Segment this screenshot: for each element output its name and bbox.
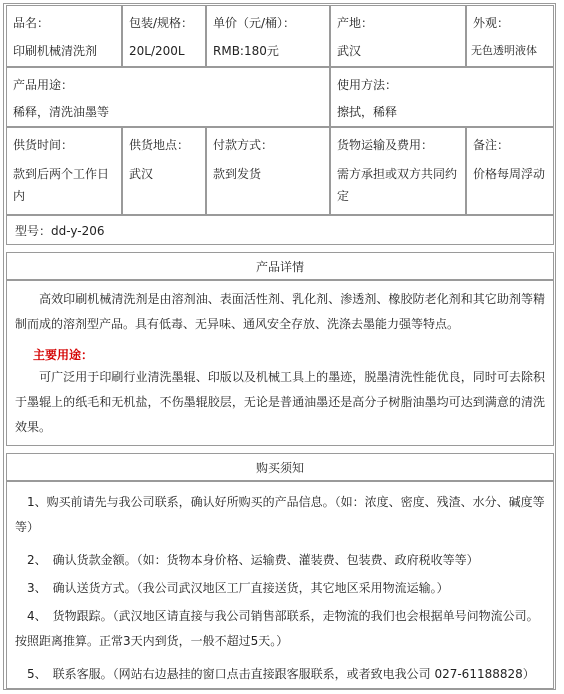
- model-number: 型号：dd-y-206: [15, 224, 105, 238]
- cell-usage-method: [330, 67, 554, 127]
- cell-shipping: [330, 127, 466, 215]
- purchase-item-1: 1、购买前请先与我公司联系，确认好所购买的产品信息。（如：浓度、密度、残渣、水分、碱度等等）: [15, 495, 545, 534]
- details-title: 产品详情: [255, 260, 304, 274]
- purchase-item-2: 2、 确认货款金额。（如：货物本身价格、运输费、灌装费、包装费、政府税收等等）: [15, 553, 479, 567]
- usage-method-value: 擦拭，稀释: [337, 105, 398, 119]
- cell-appearance: [466, 5, 554, 67]
- usage-method-label: 使用方法：: [337, 78, 398, 92]
- delivery-time-value: 款到后两个工作日内: [13, 167, 110, 203]
- details-intro: 高效印刷机械清洗剂是由溶剂油、表面活性剂、乳化剂、渗透剂、橡胶防老化剂和其它助剂等精制而成的溶剂型产品。具有低毒、无异味、通风安全存放、洗涤去墨能力强等特点。: [15, 292, 545, 331]
- product-use-value: 稀释，清洗油墨等: [13, 105, 110, 119]
- origin-label: 产地：: [337, 16, 374, 30]
- details-body: [6, 280, 554, 446]
- shipping-value: 需方承担或双方共同约定: [337, 167, 458, 203]
- note-label: 备注：: [473, 138, 510, 152]
- payment-value: 款到发货: [213, 167, 262, 181]
- purchase-header: [6, 453, 554, 481]
- cell-product-name: [6, 5, 122, 67]
- appearance-value: 无色透明液体: [471, 44, 537, 57]
- details-header: [6, 252, 554, 280]
- package-value: 20L/200L: [129, 44, 185, 58]
- payment-label: 付款方式：: [213, 138, 274, 152]
- product-name-label: 品名：: [13, 16, 50, 30]
- cell-package: [122, 5, 206, 67]
- package-label: 包装/规格：: [129, 16, 194, 30]
- purchase-item-3: 3、 确认送货方式。（我公司武汉地区工厂直接送货，其它地区采用物流运输。）: [15, 581, 449, 595]
- product-name-value: 印刷机械清洗剂: [13, 44, 98, 58]
- purchase-item-4: 4、 货物跟踪。（武汉地区请直接与我公司销售部联系，走物流的我们也会根据单号问物流公司。按照距离推算。正常3天内到货，一般不超过5天。）: [15, 609, 539, 648]
- purchase-title: 购买须知: [255, 461, 304, 475]
- delivery-place-value: 武汉: [129, 167, 154, 181]
- appearance-label: 外观：: [473, 16, 510, 30]
- purchase-body: [6, 481, 554, 689]
- price-value: RMB:180元: [213, 44, 279, 58]
- cell-payment: [206, 127, 330, 215]
- cell-note: [466, 127, 554, 215]
- purchase-item-5: 5、 联系客服。（网站右边悬挂的窗口点击直接跟客服联系，或者致电我公司 027-61188828）: [15, 667, 535, 681]
- cell-model: [6, 215, 554, 245]
- price-label: 单价（元/桶）：: [213, 16, 296, 30]
- delivery-place-label: 供货地点：: [129, 138, 190, 152]
- usage-text: 可广泛用于印刷行业清洗墨辊、印版以及机械工具上的墨迹，脱墨清洗性能优良，同时可去除积于墨辊上的纸毛和无机盐，不伤墨辊胶层，无论是普通油墨还是高分子树脂油墨均可达到满意的清洗效果。: [15, 370, 545, 434]
- usage-heading: 主要用途：: [33, 348, 94, 362]
- delivery-time-label: 供货时间：: [13, 138, 74, 152]
- cell-delivery-place: [122, 127, 206, 215]
- note-value: 价格每周浮动: [473, 167, 546, 181]
- cell-product-use: [6, 67, 330, 127]
- origin-value: 武汉: [337, 44, 362, 58]
- product-use-label: 产品用途：: [13, 78, 74, 92]
- cell-delivery-time: [6, 127, 122, 215]
- shipping-label: 货物运输及费用：: [337, 138, 434, 152]
- cell-price: [206, 5, 330, 67]
- cell-origin: [330, 5, 466, 67]
